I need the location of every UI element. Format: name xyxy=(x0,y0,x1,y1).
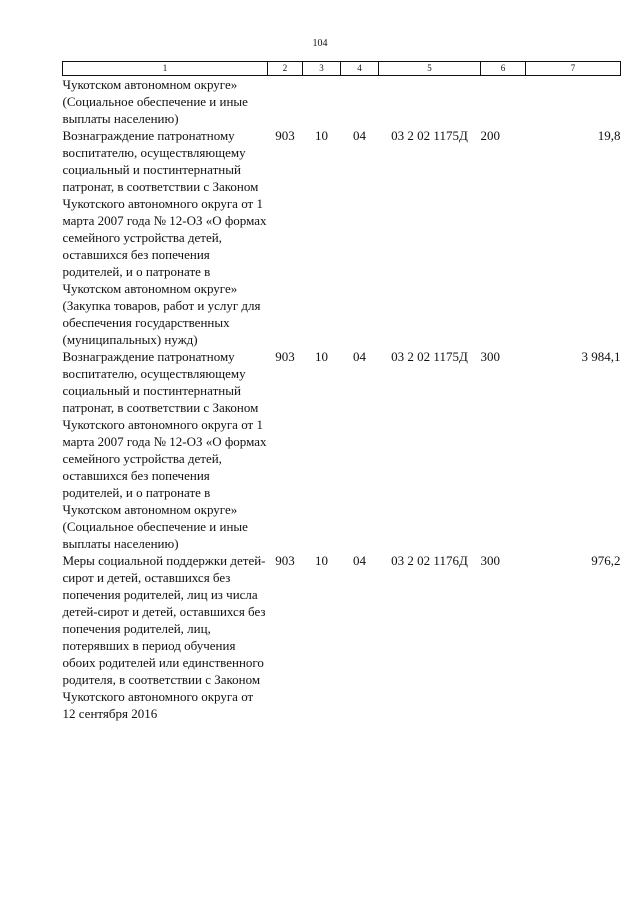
row-amount: 976,2 xyxy=(591,553,621,568)
row-expense-type xyxy=(481,76,526,128)
row-amount: 19,8 xyxy=(597,128,621,143)
header-col-5: 5 xyxy=(379,62,481,76)
header-col-4: 4 xyxy=(341,62,379,76)
header-col-7: 7 xyxy=(526,62,621,76)
budget-table xyxy=(62,61,621,722)
header-col-6: 6 xyxy=(481,62,526,76)
row-subsection-code: 04 xyxy=(353,128,366,143)
row-expense-type: 300 xyxy=(480,553,500,568)
row-section-code: 10 xyxy=(315,553,328,568)
row-section-code: 10 xyxy=(315,128,328,143)
table-header xyxy=(63,62,621,76)
header-col-1: 1 xyxy=(63,62,268,76)
row-description-text: Меры социальной поддержки детей-сирот и детей, оставшихся без попечения родителей, лиц из числа детей-сирот и детей, оставшихся без попечения родителей, лиц, потерявших в период обучения обоих родителей или единственного родителя, в соответствии с Законом Чукотского автономного округа от 12 сентября 2016 xyxy=(62,553,266,721)
row-description xyxy=(63,127,268,348)
row-ministry-code: 903 xyxy=(275,349,295,364)
header-row xyxy=(63,62,621,76)
header-col-3: 3 xyxy=(303,62,341,76)
row-target-article: 03 2 02 1175Д xyxy=(391,349,468,364)
row-expense-type: 300 xyxy=(480,349,500,364)
row-description xyxy=(63,348,268,552)
row-section-code xyxy=(303,76,341,128)
row-description xyxy=(63,552,268,722)
row-target-article: 03 2 02 1175Д xyxy=(391,128,468,143)
row-subsection-code: 04 xyxy=(353,349,366,364)
row-amount xyxy=(526,76,621,128)
row-subsection-code: 04 xyxy=(353,553,366,568)
table-row xyxy=(63,552,621,722)
row-description-text: Вознаграждение патронатному воспитателю, осуществляющему социальный и постинтернатный патронат, в соответствии с Законом Чукотского автономного округа от 1 марта 2007 года № 12-ОЗ «О формах семейного устройства детей, оставшихся без попечения родителей, и о патронате в Чукотском автономном округе» (Закупка товаров, работ и услуг для обеспечения государственных (муниципальных) нужд) xyxy=(62,128,267,347)
row-amount: 3 984,1 xyxy=(581,349,621,364)
row-ministry-code: 903 xyxy=(275,128,295,143)
page-number: 104 xyxy=(312,38,328,49)
table-row xyxy=(63,348,621,552)
header-col-2: 2 xyxy=(268,62,303,76)
row-ministry-code xyxy=(268,76,303,128)
row-description-text: Чукотском автономном округе» (Социальное обеспечение и иные выплаты населению) xyxy=(62,77,248,126)
row-target-article xyxy=(379,76,481,128)
row-subsection-code xyxy=(341,76,379,128)
row-description-text: Вознаграждение патронатному воспитателю, осуществляющему социальный и постинтернатный патронат, в соответствии с Законом Чукотского автономного округа от 1 марта 2007 года № 12-ОЗ «О формах семейного устройства детей, оставшихся без попечения родителей, и о патронате в Чукотском автономном округе» (Социальное обеспечение и иные выплаты населению) xyxy=(62,349,267,551)
row-target-article: 03 2 02 1176Д xyxy=(391,553,468,568)
table-body xyxy=(63,76,621,723)
row-section-code: 10 xyxy=(315,349,328,364)
row-expense-type: 200 xyxy=(480,128,500,143)
row-ministry-code: 903 xyxy=(275,553,295,568)
table-row xyxy=(63,76,621,128)
table-row xyxy=(63,127,621,348)
row-description xyxy=(63,76,268,128)
